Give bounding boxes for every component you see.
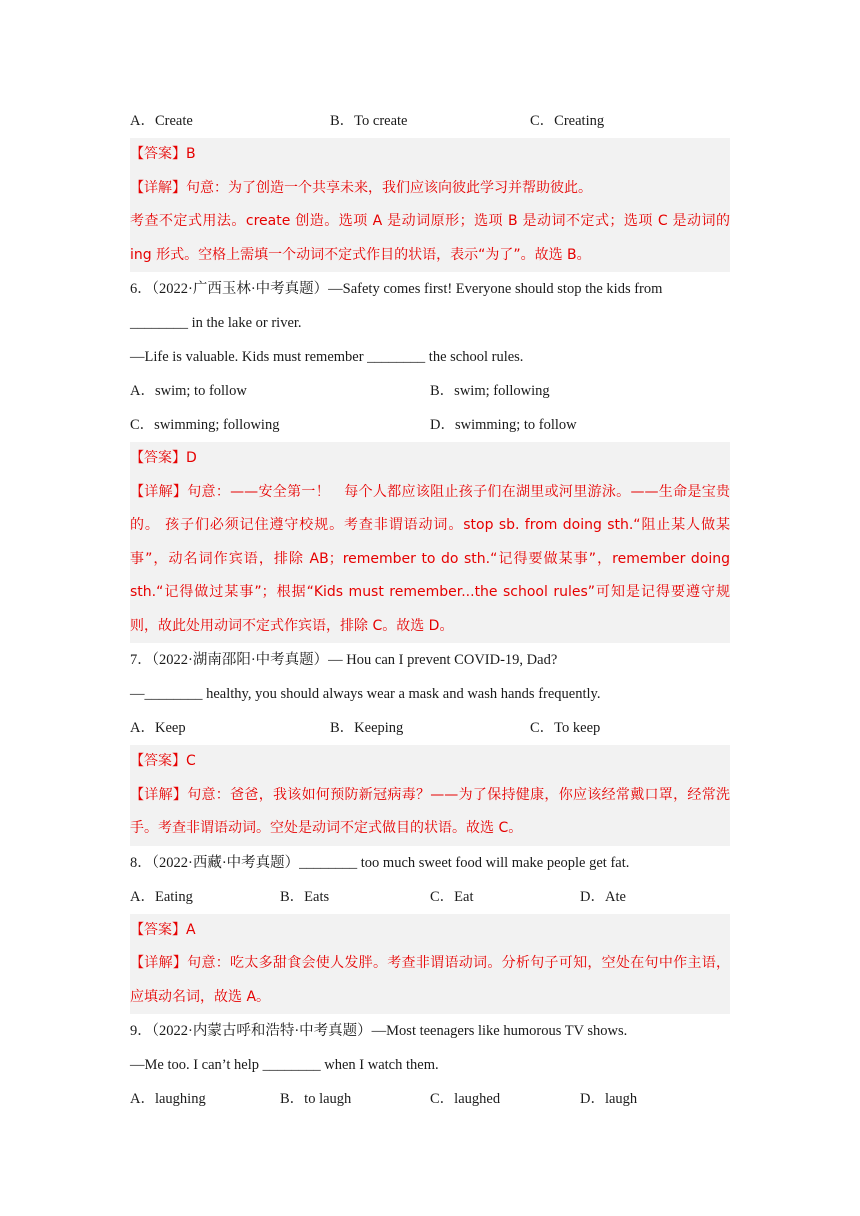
q7-answer-box — [130, 745, 730, 846]
option-b: B．Keeping — [330, 720, 404, 736]
answer-label: 【答案】D — [130, 450, 197, 466]
option-b: B．to laugh — [280, 1091, 352, 1107]
option-b: B．To create — [330, 113, 408, 129]
answer-label: 【答案】B — [130, 146, 196, 162]
question-stem: 6．（2022·广西玉林·中考真题）—Safety comes first! Everyone should stop the kids from — [130, 281, 663, 297]
q9-options — [130, 1082, 730, 1116]
option-d: D．Ate — [580, 888, 626, 905]
option-a: A．Keep — [130, 720, 186, 736]
answer-label: 【答案】C — [130, 753, 196, 769]
q5-options — [130, 104, 730, 138]
option-c: C．To keep — [530, 720, 601, 736]
q8-options — [130, 880, 730, 914]
option-d: D．swimming; to follow — [430, 417, 577, 433]
q8-answer-box — [130, 914, 730, 1015]
option-c: C．laughed — [430, 1091, 501, 1107]
option-a: A．Create — [130, 113, 193, 129]
question-stem: ________ in the lake or river. — [130, 315, 302, 331]
question-stem: 7．（2022·湖南邵阳·中考真题）— Hou can I prevent COVID-19, Dad? — [130, 652, 558, 668]
question-stem: 9．（2022·内蒙古呼和浩特·中考真题）—Most teenagers like humorous TV shows. — [130, 1023, 628, 1039]
q6-options-row-1 — [130, 374, 730, 408]
option-a: A．laughing — [130, 1091, 206, 1107]
detail-text: 【详解】句意：——安全第一！ 每个人都应该阻止孩子们在湖里或河里游泳。——生命是宝贵的。 孩子们必须记住遵守校规。考查非谓语动词。stop sb. from doing sth.“阻止某人做某事”，动名词作宾语，排除 AB；remember to do sth.“记得要做某事”，remember doing sth.“记得做过某事”；根据“Kids must remember...the school rules”可知是记得要遵守规则，故此处用动词不定式作宾语，排除 C。故选 D。 — [130, 483, 730, 634]
option-c: C．Eat — [430, 888, 474, 905]
option-b: B．swim; following — [430, 383, 550, 399]
option-b: B．Eats — [280, 888, 330, 905]
q7-options — [130, 711, 730, 745]
detail-text: 【详解】句意：吃太多甜食会使人发胖。考查非谓语动词。分析句子可知，空处在句中作主语，应填动名词，故选 A。 — [130, 955, 730, 1005]
question-stem: —________ healthy, you should always wear a mask and wash hands frequently. — [130, 686, 601, 702]
document-page — [130, 104, 730, 1116]
question-stem: —Life is valuable. Kids must remember ________ the school rules. — [130, 349, 524, 365]
detail-text: 【详解】句意：爸爸，我该如何预防新冠病毒？——为了保持健康，你应该经常戴口罩，经常洗手。考查非谓语动词。空处是动词不定式做目的状语。故选 C。 — [130, 786, 730, 836]
option-a: A．swim; to follow — [130, 383, 247, 399]
question-stem: —Me too. I can’t help ________ when I watch them. — [130, 1057, 439, 1073]
option-c: C．swimming; following — [130, 417, 280, 433]
question-stem: 8．（2022·西藏·中考真题）________ too much sweet food will make people get fat. — [130, 854, 630, 871]
option-c: C．Creating — [530, 113, 605, 129]
answer-label: 【答案】A — [130, 921, 196, 938]
q5-answer-box — [130, 138, 730, 272]
q6-options-row-2 — [130, 408, 730, 442]
detail-text: 【详解】句意：为了创造一个共享未来，我们应该向彼此学习并帮助彼此。 — [130, 179, 592, 196]
q6-answer-box — [130, 442, 730, 643]
detail-text: 考查不定式用法。create 创造。选项 A 是动词原形；选项 B 是动词不定式；选项 C 是动词的 ing 形式。空格上需填一个动词不定式作目的状语，表示“为了”。故选 B。 — [130, 213, 730, 263]
option-d: D．laugh — [580, 1091, 638, 1107]
option-a: A．Eating — [130, 888, 193, 905]
